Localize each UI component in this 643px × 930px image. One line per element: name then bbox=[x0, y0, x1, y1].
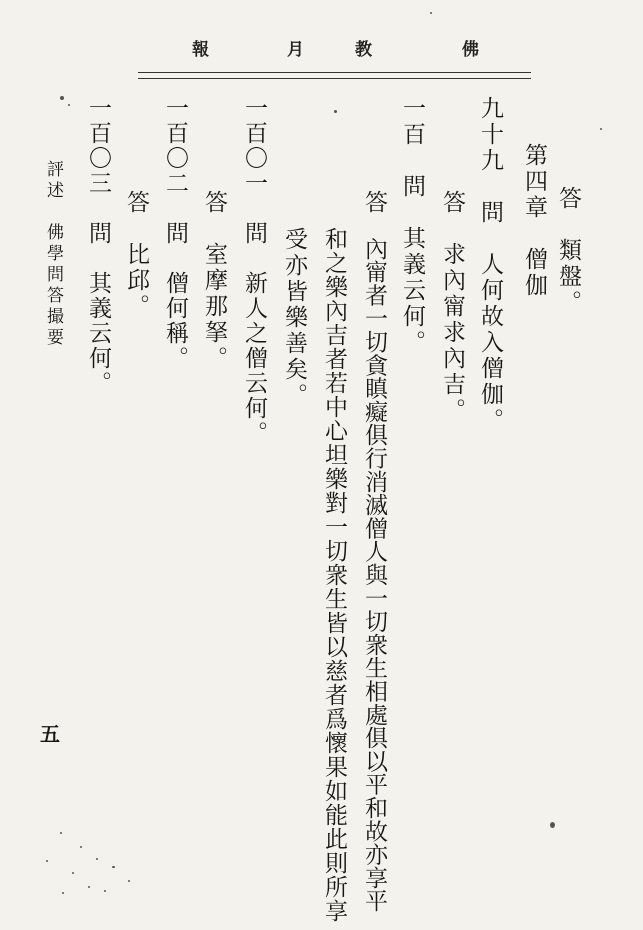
text-column-5: 一百 問 其義云何。 bbox=[399, 96, 425, 356]
text-column-9: 一百〇一 問 新人之僧云何。 bbox=[241, 96, 267, 446]
scan-speck bbox=[60, 832, 62, 834]
scan-speck bbox=[334, 110, 337, 113]
scan-speck bbox=[60, 96, 64, 100]
text-column-8: 受亦皆樂善矣。 bbox=[281, 227, 307, 409]
scan-speck bbox=[96, 858, 98, 860]
scan-speck bbox=[600, 128, 602, 130]
scan-speck bbox=[72, 872, 74, 874]
scan-speck bbox=[128, 880, 130, 882]
text-column-7: 和之樂內吉者若中心坦樂對一切衆生皆以慈者爲懷果如能此則所享 bbox=[321, 227, 347, 923]
scan-speck bbox=[68, 104, 70, 106]
page-number: 五 bbox=[40, 722, 60, 746]
scan-speck bbox=[80, 846, 82, 848]
scan-speck bbox=[46, 860, 48, 862]
running-head-char-4: 報 bbox=[192, 40, 209, 60]
margin-title: 評述 佛學問答撮要 bbox=[43, 160, 63, 349]
scan-speck bbox=[104, 890, 106, 892]
text-column-12: 答 比邱。 bbox=[123, 190, 149, 320]
text-column-11: 一百〇二 問 僧何稱。 bbox=[162, 96, 188, 371]
scan-speck bbox=[430, 12, 432, 14]
scan-speck bbox=[62, 892, 64, 894]
header-rule bbox=[138, 72, 531, 79]
scan-speck bbox=[112, 866, 115, 868]
text-column-4: 答 求內甯求內吉。 bbox=[439, 190, 465, 424]
text-column-13: 一百〇三 問 其義云何。 bbox=[85, 96, 111, 396]
text-column-2: 第四章 僧伽 bbox=[521, 143, 547, 299]
text-column-10: 答 室摩那拏。 bbox=[201, 190, 227, 372]
scan-speck bbox=[88, 886, 90, 888]
running-head-char-3: 月 bbox=[287, 40, 304, 60]
scan-speck bbox=[550, 822, 555, 828]
running-head-char-2: 教 bbox=[355, 40, 372, 60]
text-column-1: 答 類盤。 bbox=[555, 186, 581, 316]
text-column-3: 九十九 問 人何故入僧伽。 bbox=[477, 96, 503, 434]
text-column-6: 答 內甯者一切貪瞋癡俱行消滅僧人與一切衆生相處俱以平和故亦享平 bbox=[361, 190, 387, 913]
running-head-char-1: 佛 bbox=[462, 40, 479, 60]
